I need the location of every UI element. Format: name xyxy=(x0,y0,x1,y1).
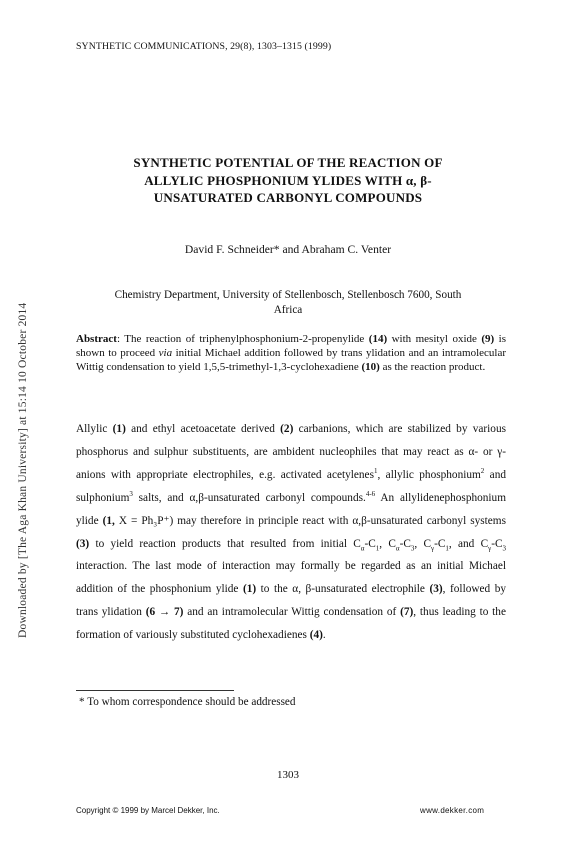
text-run: An allylidenephosphonium ylide xyxy=(76,491,506,527)
text-run: -C xyxy=(491,537,503,550)
abstract-text: initial Michael addition followed by trans ylidation and an intramolecular Wittig condensation to yield 1,5,5-trimethyl-1,3-cyclohexadiene xyxy=(76,347,506,374)
subscript: 1 xyxy=(445,543,449,552)
compound-ref: (4) xyxy=(309,629,323,642)
citation: 1 xyxy=(373,467,378,476)
compound-ref: (6 → 7) xyxy=(145,606,184,619)
journal-header: SYNTHETIC COMMUNICATIONS, 29(8), 1303–1315 (1999) xyxy=(76,41,332,52)
compound-ref: (14) xyxy=(368,333,388,345)
text-run: . xyxy=(322,629,326,642)
text-run: , allylic phosphonium xyxy=(377,468,481,481)
text-run: Allylic xyxy=(76,423,113,435)
subscript: 3 xyxy=(502,543,507,552)
subscript: γ xyxy=(488,543,492,552)
compound-ref: (10) xyxy=(361,361,380,374)
download-watermark: Downloaded by [The Aga Khan University] at 15:14 10 October 2014 xyxy=(17,302,29,638)
compound-ref: (7) xyxy=(400,606,414,619)
abstract-text: with mesityl oxide xyxy=(387,333,482,345)
subscript: α xyxy=(395,543,400,552)
compound-ref: (9) xyxy=(481,333,495,345)
compound-ref: (1) xyxy=(112,423,126,435)
page-number: 1303 xyxy=(277,769,299,781)
text-run: , thus leading to the formation of variously substituted cyclohexadienes xyxy=(76,606,506,642)
footnote-divider xyxy=(76,690,234,691)
compound-ref: (1, xyxy=(102,514,115,527)
text-run: to yield reaction products that resulted from initial C xyxy=(89,537,361,550)
text-run: -C xyxy=(399,537,411,550)
text-run: X = Ph₃P⁺) may therefore in principle react with α,β-unsaturated carbonyl systems xyxy=(114,514,506,527)
text-run: and sulphonium xyxy=(76,468,506,504)
article-title xyxy=(60,154,516,207)
compound-ref: (1) xyxy=(242,583,257,596)
authors: David F. Schneider* and Abraham C. Venter xyxy=(184,243,392,256)
text-run: -C xyxy=(364,537,376,550)
compound-ref: (3) xyxy=(429,583,443,596)
abstract-italic: via xyxy=(158,347,173,360)
subscript: α xyxy=(360,543,365,552)
subscript: 1 xyxy=(375,543,380,552)
title-line-3: UNSATURATED CARBONYL COMPOUNDS xyxy=(153,190,423,205)
text-run: to the α, β-unsaturated electrophile xyxy=(256,583,430,596)
text-run: salts, and α,β-unsaturated carbonyl compounds. xyxy=(132,491,366,504)
subscript: 3 xyxy=(410,543,415,552)
body-text xyxy=(76,418,506,647)
abstract-text: : The reaction of triphenylphosphonium-2-propenylide xyxy=(116,333,369,345)
text-run: , C xyxy=(414,537,432,550)
abstract-text: as the reaction product. xyxy=(379,361,486,374)
affiliation-line-1: Chemistry Department, University of Stellenbosch, Stellenbosch 7600, South xyxy=(114,289,462,301)
text-run: , followed by trans ylidation xyxy=(76,583,506,619)
text-run: carbanions, which are stabilized by various phosphorus and sulphur substituents, are ambident nucleophiles that may react as α- or γ-anions with appropriate electrophiles, e.g. activated acetylenes xyxy=(76,423,506,481)
text-run: , C xyxy=(379,537,396,550)
citation: 2 xyxy=(480,467,485,476)
body-paragraph xyxy=(76,418,506,647)
subscript: γ xyxy=(431,543,435,552)
title-line-2: ALLYLIC PHOSPHONIUM YLIDES WITH α, β- xyxy=(144,172,432,188)
text-run: interaction. The last mode of interaction may formally be regarded as an initial Michael addition of the phosphonium ylide xyxy=(76,560,506,596)
title-line-1: SYNTHETIC POTENTIAL OF THE REACTION OF xyxy=(133,155,443,170)
footnote: * To whom correspondence should be addressed xyxy=(79,696,296,708)
affiliation-line-2: Africa xyxy=(273,303,303,316)
abstract-label: Abstract xyxy=(76,333,117,345)
publisher-url: www.dekker.com xyxy=(420,806,485,815)
citation: 3 xyxy=(129,489,133,498)
affiliation xyxy=(80,288,496,317)
compound-ref: (3) xyxy=(76,537,90,550)
citation: 4-6 xyxy=(365,489,376,498)
abstract xyxy=(76,332,506,375)
copyright-notice: Copyright © 1999 by Marcel Dekker, Inc. xyxy=(76,806,220,815)
text-run: , and C xyxy=(448,537,489,550)
text-run: and an intramolecular Wittig condensation of xyxy=(183,606,401,619)
text-run: -C xyxy=(434,537,446,550)
compound-ref: (2) xyxy=(280,423,294,435)
abstract-text: is shown to proceed xyxy=(76,333,506,360)
text-run: and ethyl acetoacetate derived xyxy=(125,423,281,435)
